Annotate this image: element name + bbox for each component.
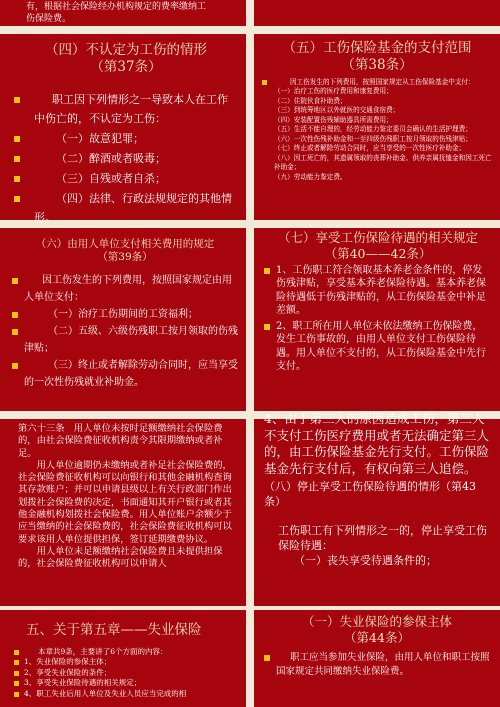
line: 有，根据社会保险经办机构规定的费率缴纳工 (26, 2, 207, 12)
paragraph: 用人单位未足额缴纳社会保险费且未提供担保的，社会保险费征收机构可以申请人 (18, 545, 223, 570)
list-item: （一）故意犯罪； (14, 129, 238, 148)
article-ref: （第39条） (97, 251, 153, 264)
list-item: 1、工伤职工符合领取基本养老金条件的，停发伤残津贴，享受基本养老保险待遇。基本养老保险待遇低于伤残津贴的，从工伤保险基金中补足差额。 (264, 264, 492, 318)
paragraph: 4、由于第三人的原因造成工伤，第三人不支付工伤医疗费用或者无法确定第三人的，由工伤保险基金先行支付。工伤保险基金先行支付后，有权向第三人追偿。 (264, 411, 490, 476)
list-item: 2、享受失业保险的条件； (14, 668, 238, 679)
bullet-icon (14, 650, 19, 655)
list-item: （二）醉酒或者吸毒； (14, 149, 238, 168)
intro-item: 因工伤发生的下列费用，按照国家规定由用人单位支付： (12, 272, 238, 306)
list-item: （一）治疗工伤的医疗费用和康复费用； (274, 87, 393, 96)
list-item: 3、享受失业保险待遇的相关规定； (14, 678, 238, 689)
bullet-icon (12, 312, 18, 318)
slide-title: （六）由用人单位支付相关费用的规定 (35, 238, 215, 250)
slide-insurance-fee-cont (0, 0, 246, 26)
list-item: 4、职工失业后用人单位及失业人员应当完成的相 (14, 689, 238, 700)
paragraph: 工伤职工有下列情形之一的，停止享受工伤保险待遇： (278, 524, 487, 552)
list-item: 2、职工所在用人单位未依法缴纳工伤保险费，发生工伤事故的，由用人单位支付工伤保险待遇。用人单位不支付的，从工伤保险基金中先行支付。 (264, 320, 492, 374)
bullet-icon (14, 671, 19, 676)
list-item: （四）安装配置伤残辅助器具所需费用； (274, 115, 393, 124)
slide-title: （八）停止享受工伤保险待遇的情形（第43条） (264, 480, 476, 508)
bullet-icon (262, 80, 267, 85)
bullet-icon (12, 278, 18, 284)
bullet-icon (14, 97, 20, 103)
bullet-icon (12, 329, 18, 335)
slide-chapter5-unemployment (0, 610, 246, 707)
article-ref: （第40——42条） (324, 246, 432, 261)
slide-article-63 (0, 419, 246, 606)
list-item: （七）终止或者解除劳动合同时，应当享受的一次性医疗补助金； (274, 144, 466, 153)
list-item: （二）住院伙食补助费； (274, 96, 347, 105)
intro-item: 因工伤发生的下列费用，按照国家规定从工伤保险基金中支付： (262, 78, 492, 88)
list-item: （三）自残或者自杀； (14, 169, 238, 188)
bullet-icon (14, 681, 19, 686)
line: 伤保险费。 (26, 14, 72, 24)
list-item: 职工应当参加失业保险，由用人单位和职工按照国家规定共同缴纳失业保险费。 (264, 651, 490, 679)
slide-entitlement-provisions (254, 228, 500, 411)
intro-item: 本章共9条，主要讲了6个方面的内容： (14, 647, 238, 658)
list-item: 1、失业保险的参保主体； (14, 657, 238, 668)
article-ref: （第44条） (344, 629, 410, 645)
paragraph: 第六十三条 用人单位未按时足额缴纳社会保险费的，由社会保险费征收机构责令其限期缴纳或者补足。 (18, 423, 223, 459)
bullet-icon (264, 324, 270, 330)
bullet-icon (264, 655, 270, 661)
list-item: （五）生活不能自理的，经劳动能力鉴定委员会确认的生活护理费； (274, 125, 472, 134)
bullet-icon (14, 196, 20, 202)
bullet-icon (14, 692, 19, 697)
slide-title: 五、关于第五章——失业保险 (26, 622, 202, 638)
bullet-icon (14, 660, 19, 665)
bullet-icon (14, 136, 20, 142)
list-item: （四）法律、行政法规规定的其他情形。 (14, 189, 238, 227)
list-item: （三）终止或者解除劳动合同时，应当享受的一次性伤残就业补助金。 (12, 357, 238, 391)
bullet-icon (264, 268, 270, 274)
list-item: （三）到统筹地区以外就医的交通食宿费； (274, 106, 400, 115)
list-item: （一）丧失享受待遇条件的； (294, 554, 437, 567)
list-item: （六）一次性伤残补助金和一至四级伤残职工按月领取的伤残津贴； (274, 134, 472, 143)
list-item: （一）治疗工伤期间的工资福利； (12, 306, 238, 323)
slide-title: （一）失业保险的参保主体 (301, 614, 452, 629)
slide-unemployment-participants (254, 610, 500, 707)
bullet-icon (12, 363, 18, 369)
slide-employer-paid-costs (0, 228, 246, 411)
slide-title: （七）享受工伤保险待遇的相关规定 (277, 230, 478, 245)
intro-item: 职工因下列情形之一导致本人在工作中伤亡的，不认定为工伤： (14, 90, 238, 128)
slide-stop-benefits (254, 411, 500, 606)
article-ref: （第38条） (341, 56, 413, 73)
article-ref: （第37条） (90, 58, 162, 75)
bullet-icon (14, 156, 20, 162)
slide-top-right-blank (254, 0, 500, 26)
slide-title: （五）工伤保险基金的支付范围 (282, 40, 472, 56)
list-item: （九）劳动能力鉴定费。 (274, 172, 347, 181)
slide-title: （四）不认定为工伤的情形 (45, 42, 207, 58)
paragraph: 用人单位逾期仍未缴纳或者补足社会保险费的，社会保险费征收机构可以向银行和其他金融机构查询其存款账户；并可以申请县级以上有关行政部门作出划拨社会保险费的决定，书面通知其开户银行或者其他金融机构划拨社会保险费。用人单位账户余额少于应当缴纳的社会保险费的，社会保险费征收机构可以要求该用人单位提供担保，签订延期缴费协议。 (18, 459, 232, 545)
list-item: （八）因工死亡的，其遗属领取的丧葬补助金、供养亲属抚恤金和因工死亡补助金； (274, 153, 492, 172)
slide-fund-payment-scope (254, 34, 500, 220)
slide-not-work-injury (0, 34, 246, 224)
list-item: （二）五级、六级伤残职工按月领取的伤残津贴； (12, 323, 238, 357)
bullet-icon (14, 176, 20, 182)
